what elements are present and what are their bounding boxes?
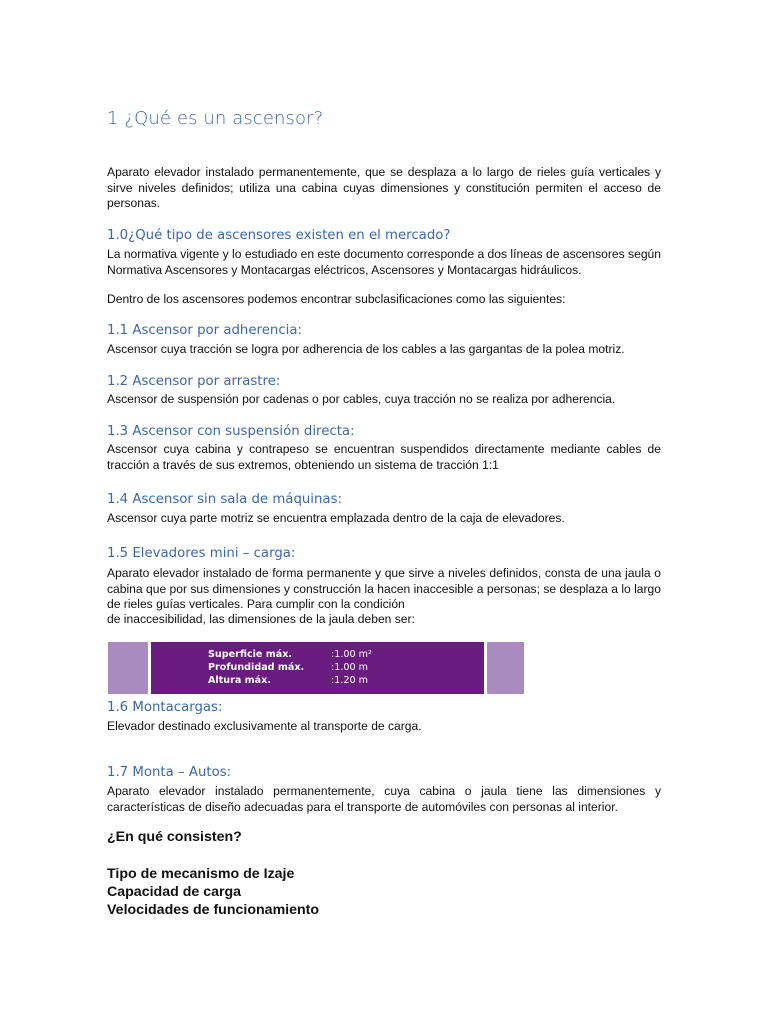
section-text-1-5-cont: de inaccesibilidad, las dimensiones de la jaula deben ser: (107, 612, 415, 626)
section-text-1-1: Ascensor cuya tracción se logra por adherencia de los cables a las gargantas de la polea motriz. (107, 342, 625, 356)
types-paragraph: La normativa vigente y lo estudiado en este documento corresponde a dos líneas de ascensores según Normativa Ascensores y Montacargas eléctricos, Ascensores y Montacargas hidráulicos. (107, 247, 661, 277)
section-heading-1-5: 1.5 Elevadores mini – carga: (107, 546, 296, 561)
dimension-label: Superficie máx. (208, 649, 293, 660)
section-heading-1-1: 1.1 Ascensor por adherencia: (107, 323, 302, 338)
dimension-label: Altura máx. (208, 675, 271, 686)
section-heading-1-2: 1.2 Ascensor por arrastre: (107, 374, 281, 389)
page-title: 1 ¿Qué es un ascensor? (107, 108, 324, 129)
section-heading-1-3: 1.3 Ascensor con suspensión directa: (107, 424, 355, 439)
section-text-1-6: Elevador destinado exclusivamente al transporte de carga. (107, 719, 422, 733)
topic-item: Velocidades de funcionamiento (107, 902, 320, 918)
section-text-1-4: Ascensor cuya parte motriz se encuentra emplazada dentro de la caja de elevadores. (107, 511, 565, 525)
section-text-1-3: Ascensor cuya cabina y contrapeso se encuentran suspendidos directamente mediante cables de tracción a través de sus extremos, obteniendo un sistema de tracción 1:1 (107, 442, 661, 472)
topic-item: Tipo de mecanismo de Izaje (107, 866, 295, 882)
section-heading-1-4: 1.4 Ascensor sin sala de máquinas: (107, 492, 342, 507)
topic-item: Capacidad de carga (107, 884, 242, 900)
table-band-left (108, 642, 148, 694)
types-subparagraph: Dentro de los ascensores podemos encontrar subclasificaciones como las siguientes: (107, 292, 566, 306)
jaula-dimensions-table (108, 642, 524, 694)
dimension-value: :1.00 m² (331, 649, 372, 660)
dimension-value: :1.20 m (331, 675, 368, 686)
section-heading-1-7: 1.7 Monta – Autos: (107, 765, 232, 780)
intro-paragraph: Aparato elevador instalado permanentemente, que se desplaza a lo largo de rieles guía verticales y sirve niveles definidos; utiliza una cabina cuyas dimensiones y constitución permiten el acceso de personas. (107, 165, 661, 210)
dimension-label: Profundidad máx. (208, 662, 305, 673)
types-heading: 1.0¿Qué tipo de ascensores existen en el mercado? (107, 228, 451, 243)
table-band-center (151, 642, 484, 694)
table-band-right (487, 642, 524, 694)
section-text-1-7: Aparato elevador instalado permanentemente, cuya cabina o jaula tiene las dimensiones y características de diseño adecuadas para el transporte de automóviles con personas al interior. (107, 784, 661, 814)
question-heading: ¿En qué consisten? (107, 829, 242, 845)
section-text-1-2: Ascensor de suspensión por cadenas o por cables, cuya tracción no se realiza por adherencia. (107, 392, 616, 406)
dimension-value: :1.00 m (331, 662, 368, 673)
section-text-1-5: Aparato elevador instalado de forma permanente y que sirve a niveles definidos, consta de una jaula o cabina que por sus dimensiones y construcción la hacen inaccesible a personas; se desplaza a lo largo de rieles guías verticales. Para cumplir con la condición (107, 566, 661, 611)
section-heading-1-6: 1.6 Montacargas: (107, 700, 223, 715)
